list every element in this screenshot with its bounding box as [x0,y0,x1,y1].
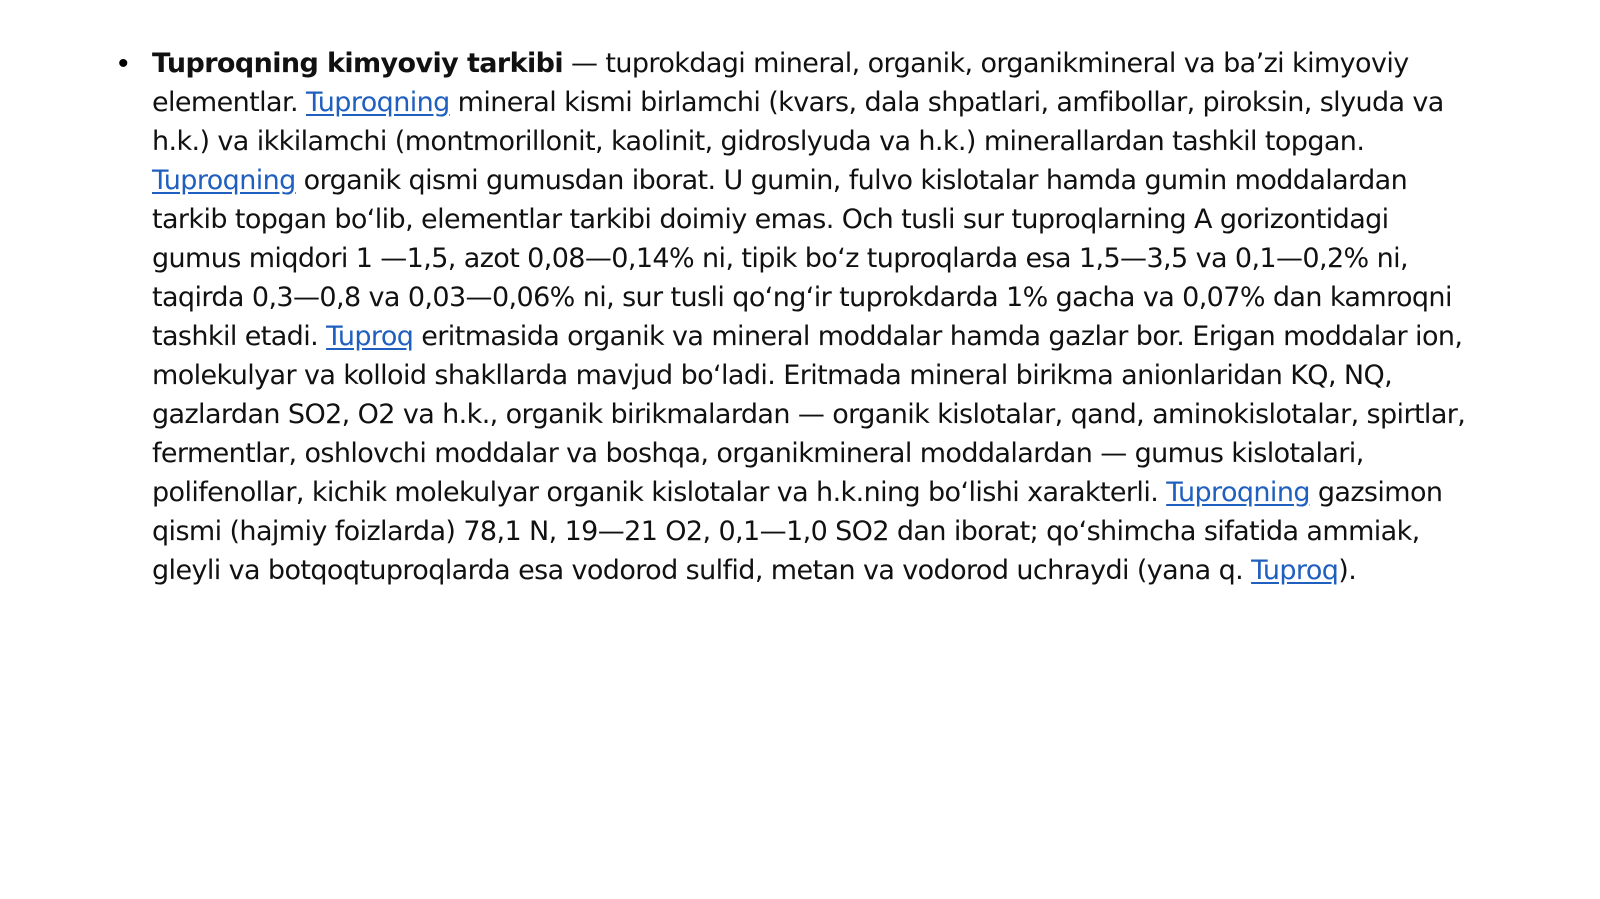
bullet-item [118,44,1478,590]
text-segment: organik qismi gumusdan iborat. U gumin, fulvo kislotalar hamda gumin moddalardan tarkib topgan boʻlib, elementlar tarkibi doimiy emas. Och tusli sur tuproqlarning A gorizontidagi gumus miqdori 1 —1,5, azot 0,08—0,14% ni, tipik boʻz tuproqlarda esa 1,5—3,5 va 0,1—0,2% ni, taqirda 0,3—0,8 va 0,03—0,06% ni, sur tusli qoʻngʻir tuprokdarda 1% gacha va 0,07% dan kamroqni tashkil etadi. [152,165,1452,352]
text-segment: mineral kismi birlamchi (kvars, dala shpatlari, amfibollar, piroksin, slyuda va h.k.) va ikkilamchi (montmorillonit, kaolinit, gidroslyuda va h.k.) minerallardan tashkil topgan. [152,87,1444,157]
slide-content [118,44,1478,590]
paragraph-lead: Tuproqning kimyoviy tarkibi [152,48,564,79]
tuproq-link[interactable]: Tuproq [326,321,414,352]
tuproqning-link[interactable]: Tuproqning [152,165,296,196]
tuproqning-link[interactable]: Tuproqning [305,87,450,118]
text-segment: eritmasida organik va mineral moddalar hamda gazlar bor. Erigan moddalar ion, molekulyar va kolloid shakllarda mavjud boʻladi. Eritmada mineral birikma anionlaridan KQ, NQ, gazlardan SO2, O2 va h.k., organik birikmalardan — organik kislotalar, qand, aminokislotalar, spirtlar, fermentlar, oshlovchi moddalar va boshqa, organikmineral moddalardan — gumus kislotalari, polifenollar, kichik molekulyar organik kislotalar va h.k.ning boʻlishi xarakterli. [152,321,1466,508]
tuproq-link[interactable]: Tuproq [1251,555,1339,586]
body-paragraph [152,44,1478,590]
text-segment: gazsimon qismi (hajmiy foizlarda) 78,1 N, 19—21 O2, 0,1—1,0 SO2 dan iborat; qoʻshimcha sifatida ammiak, gleyli va botqoqtuproqlarda esa vodorod sulfid, metan va vodorod uchraydi (yana q. [152,477,1443,586]
bullet-icon: • [118,47,129,80]
text-segment: ). [1338,555,1357,586]
tuproqning-link[interactable]: Tuproqning [1166,477,1310,508]
text-segment: — tuprokdagi mineral, organik, organikmineral va ba’zi kimyoviy elementlar. [152,48,1409,118]
